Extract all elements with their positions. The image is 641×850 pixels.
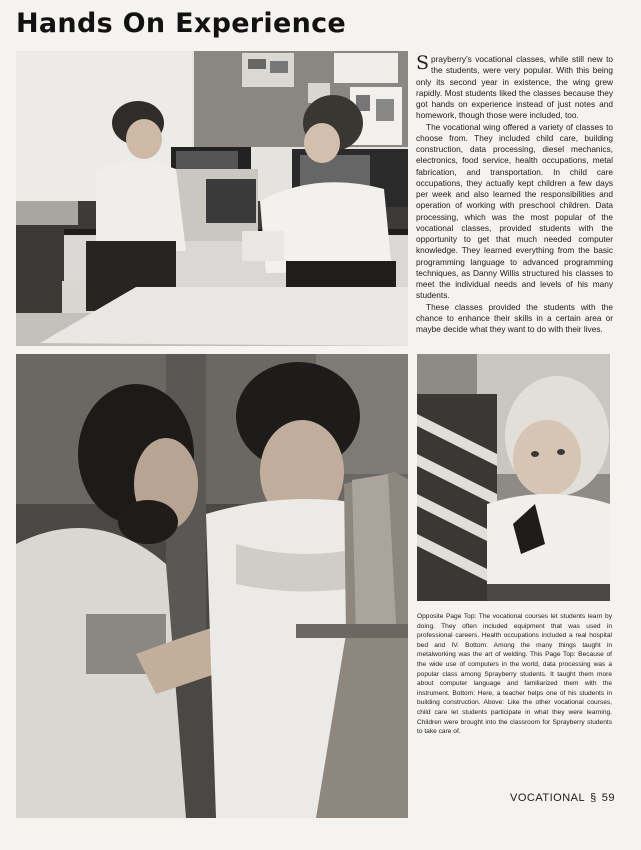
paragraph-3: These classes provided the students with the chance to enhance their skills in a certain area or maybe decide what they want to do with their lives.: [416, 301, 613, 334]
photo-caption: Opposite Page Top: The vocational courses let students learn by doing. They often included equipment that was used in professional careers. Health occupations included a real hospital bed and IV. Bottom: Among the many things taught in metalworking was the art of welding. This Page Top: Because of the wide use of computers in the world, data processing was a popular class among Sprayberry students. It taught them more about computer language and familiarized them with the instrument. Bottom: Here, a teacher helps one of his students in building construction. Above: Like the other vocational courses, child care let students participate in what they were learning. Children were brought into the classroom for Sprayberry students to take care of.: [417, 613, 612, 736]
page-folio: [505, 792, 615, 804]
page-number: 59: [601, 792, 615, 804]
computer-lab-photo: [16, 51, 408, 346]
page-title: Hands On Experience: [16, 8, 347, 39]
paragraph-1-text: prayberry's vocational classes, while still new to the students, were very popular. With this being only its second year in existence, the wing grew rapidly. Most students liked the classes because they got hands on experience instead of just notes and homework, though those were included, too.: [416, 54, 613, 121]
paragraph-2: The vocational wing offered a variety of classes to choose from. They included child care, building construction, data processing, diesel mechanics, electronics, food service, health occupations, metal fabrication, and transportation. In child care occupations, they actually kept children a few days per week and also learned the responsibilities and operation of working with preschool children. Data processing, which was the most popular of the vocational classes, provided students with the opportunity to get that much needed computer knowledge. They learned everything from the basic programming language to advanced programming techniques, as Danny Willis structured his classes to meet the individual needs and levels of his many students.: [416, 121, 613, 301]
paragraph-1: [416, 54, 613, 122]
child-care-photo: [417, 354, 610, 601]
section-mark: §: [590, 792, 597, 804]
drop-cap: S: [416, 52, 430, 74]
article-body: [416, 54, 613, 335]
building-construction-photo: [16, 354, 408, 818]
section-name: VOCATIONAL: [510, 792, 586, 804]
